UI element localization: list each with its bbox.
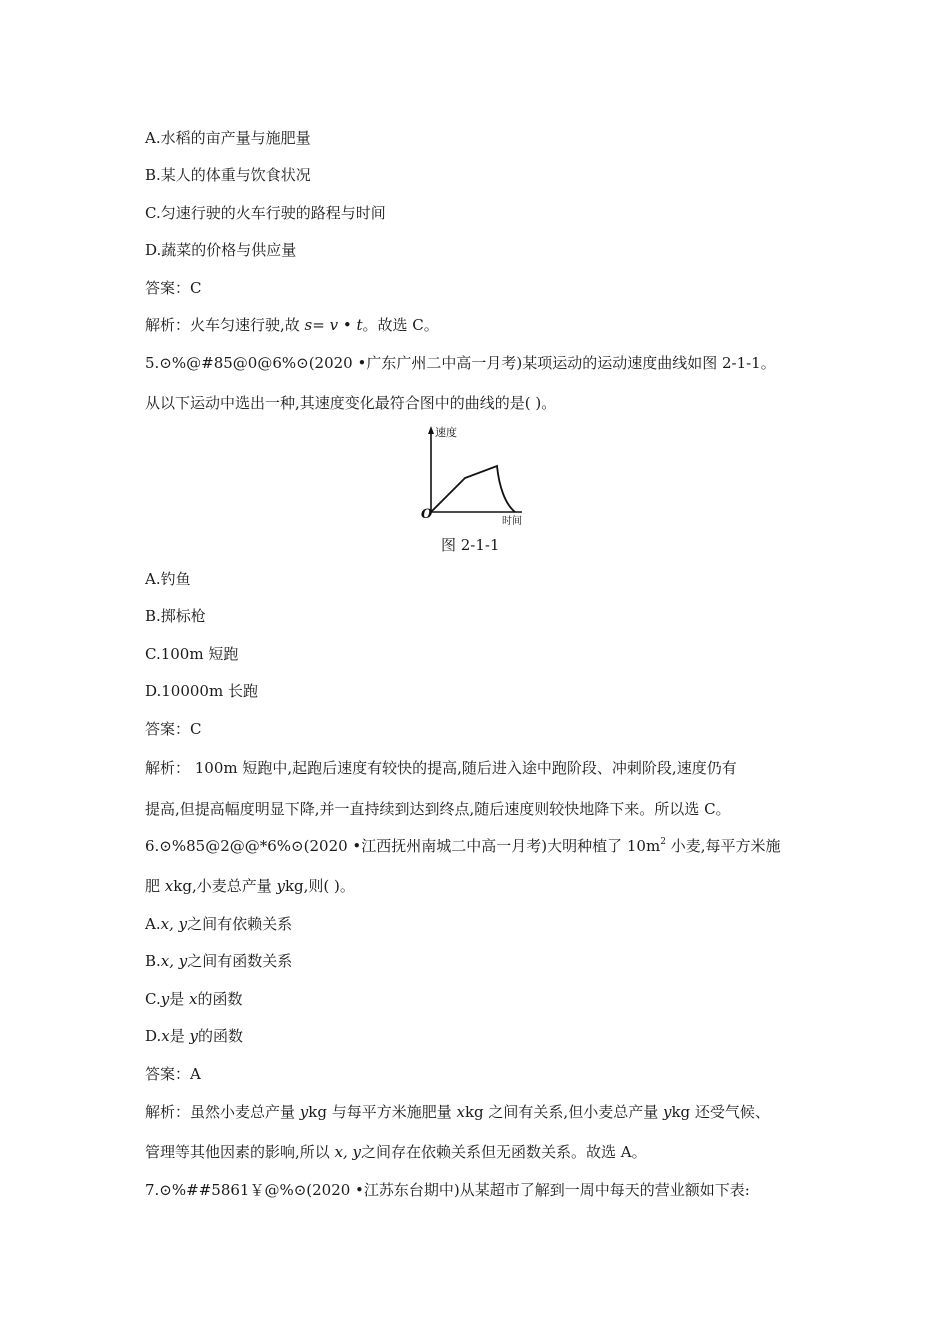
q4-analysis-eq: =	[312, 316, 330, 334]
q6-option-a	[145, 914, 292, 934]
q4-answer: 答案：C	[145, 279, 202, 297]
q6-stem-superscript: 2	[660, 837, 666, 847]
q6-option-b-prefix: B.	[145, 952, 161, 970]
q6-option-b-vars: x, y	[160, 952, 188, 970]
q6-stem2-a: 肥	[145, 877, 165, 895]
q5-stem-line2: 从以下运动中选出一种,其速度变化最符合图中的曲线的是( )。	[145, 394, 557, 412]
x-axis-label: 时间	[502, 516, 522, 527]
q4-analysis	[145, 315, 439, 335]
q4-analysis-var-s: s	[304, 316, 313, 334]
q6-analysis-c: kg 之间有关系,但小麦总产量	[464, 1103, 663, 1121]
q4-analysis-dot: •	[338, 316, 357, 334]
q5-option-d: D.10000m 长跑	[145, 682, 258, 700]
q6-stem2-c: kg,则( )。	[284, 877, 355, 895]
q5-analysis-line2: 提高,但提高幅度明显下降,并一直持续到达到终点,随后速度则较快地降下来。所以选 C。	[145, 800, 731, 818]
q4-option-d: D.蔬菜的价格与供应量	[145, 241, 297, 259]
q6-answer: 答案：A	[145, 1065, 201, 1083]
q6-stem-prefix: 6.⊙%85@2@@*6%⊙(2020 •江西抚州南城二中高一月考)大明种植了 10m	[145, 837, 661, 855]
q4-option-b: B.某人的体重与饮食状况	[145, 166, 311, 184]
q5-answer: 答案：C	[145, 720, 202, 738]
q6-analysis-b: kg 与每平方米施肥量	[308, 1103, 457, 1121]
q6-stem-line1	[145, 836, 780, 856]
origin-label: O	[421, 507, 433, 522]
q4-analysis-prefix: 解析：火车匀速行驶,故	[145, 316, 305, 334]
q5-analysis-line1: 解析： 100m 短跑中,起跑后速度有较快的提高,随后进入途中跑阶段、冲刺阶段,速度仍有	[145, 759, 737, 777]
y-axis-arrow	[428, 426, 434, 434]
q4-analysis-var-v: v	[329, 316, 339, 334]
q6-option-a-prefix: A.	[145, 915, 161, 933]
q6-analysis-var-x: x	[456, 1103, 465, 1121]
q6-analysis-line1	[145, 1102, 770, 1122]
q6-analysis2-a: 管理等其他因素的影响,所以	[145, 1143, 335, 1161]
q5-stem-line1: 5.⊙%@#85@0@6%⊙(2020 •广东广州二中高一月考)某项运动的运动速度曲线如图 2-1-1。	[145, 354, 776, 372]
q6-stem-suffix: 小麦,每平方米施	[665, 837, 781, 855]
q6-analysis-d: kg 还受气候、	[671, 1103, 770, 1121]
q6-option-c-var2: x	[188, 990, 198, 1008]
q6-stem2-b: kg,小麦总产量	[173, 877, 277, 895]
q6-option-d	[145, 1026, 243, 1046]
q6-option-d-var2: y	[189, 1027, 198, 1045]
y-axis-label: 速度	[435, 426, 457, 439]
q6-option-b-text: 之间有函数关系	[187, 952, 293, 970]
q6-stem2-var-x: x	[164, 877, 174, 895]
q7-stem-line1: 7.⊙%##5861￥@%⊙(2020 •江苏东台期中)从某超市了解到一周中每天的营业额如下表:	[145, 1181, 750, 1199]
q6-option-c-mid: 是	[169, 990, 189, 1008]
q6-option-c-text: 的函数	[197, 990, 243, 1008]
q6-option-b	[145, 951, 292, 971]
q5-option-c: C.100m 短跑	[145, 645, 239, 663]
q6-analysis-line2	[145, 1142, 647, 1162]
q5-option-a: A.钓鱼	[145, 570, 191, 588]
speed-curve	[431, 466, 515, 512]
q6-analysis-var-y2: y	[662, 1103, 672, 1121]
q6-option-a-text: 之间有依赖关系	[187, 915, 293, 933]
q6-option-d-text: 的函数	[198, 1027, 244, 1045]
q6-option-d-var1: x	[161, 1027, 170, 1045]
q6-stem-line2	[145, 876, 355, 896]
q6-option-d-mid: 是	[169, 1027, 190, 1045]
q4-option-c: C.匀速行驶的火车行驶的路程与时间	[145, 204, 386, 222]
q6-option-a-vars: x, y	[160, 915, 188, 933]
q6-option-c	[145, 989, 242, 1009]
q6-analysis-a: 解析：虽然小麦总产量	[145, 1103, 300, 1121]
speed-time-figure	[418, 420, 530, 528]
q6-option-c-var1: y	[160, 990, 170, 1008]
speed-curve-graph	[418, 420, 530, 528]
figure-caption: 图 2-1-1	[441, 536, 500, 554]
q4-analysis-suffix: 。故选 C。	[362, 316, 439, 334]
q5-option-b: B.掷标枪	[145, 607, 206, 625]
q6-analysis2-vars: x, y	[334, 1143, 362, 1161]
q4-option-a: A.水稻的亩产量与施肥量	[145, 129, 311, 147]
q6-stem2-var-y: y	[276, 877, 285, 895]
q4-analysis-var-t: t	[356, 316, 363, 334]
q6-analysis-var-y: y	[299, 1103, 309, 1121]
q6-option-d-prefix: D.	[145, 1027, 162, 1045]
q6-analysis2-b: 之间存在依赖关系但无函数关系。故选 A。	[361, 1143, 647, 1161]
q6-option-c-prefix: C.	[145, 990, 161, 1008]
